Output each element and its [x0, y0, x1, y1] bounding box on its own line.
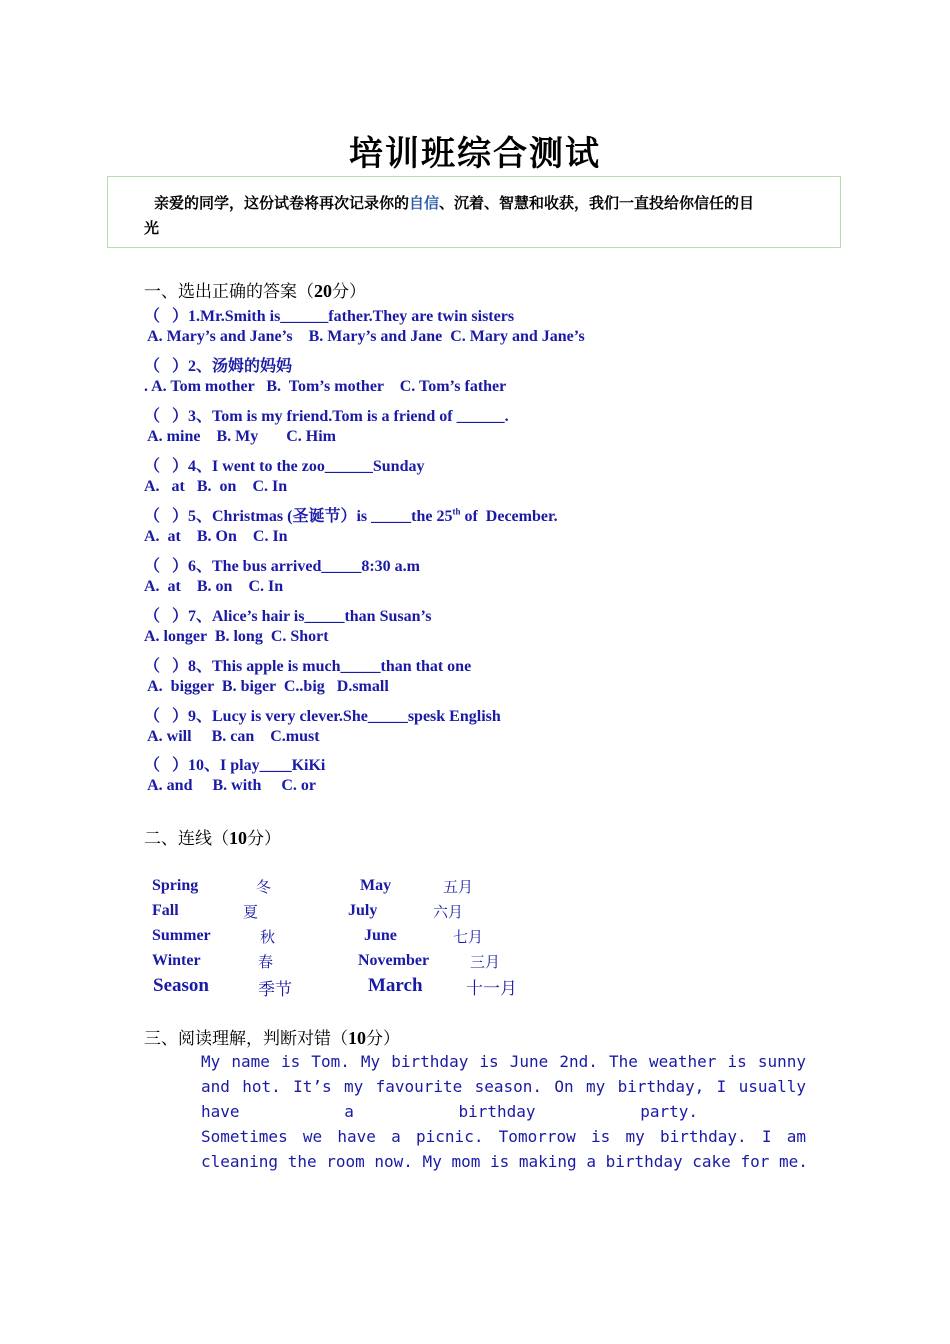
- question-5: [144, 503, 558, 526]
- question-1: （ ）1.Mr.Smith is______father.They are twin sisters: [144, 308, 515, 325]
- reading-line-2: and hot. It’s my favourite season. On my birthday, I usually: [201, 1077, 806, 1096]
- match-en-season-2: Fall: [152, 902, 179, 919]
- question-6: （ ）6、The bus arrived_____8:30 a.m: [144, 558, 421, 575]
- match-cn-month-4: 三月: [470, 953, 501, 971]
- options-5: A. at B. On C. In: [144, 528, 288, 545]
- options-2: . A. Tom mother B. Tom’s mother C. Tom’s father: [144, 378, 507, 395]
- match-cn-month-2: 六月: [433, 903, 464, 921]
- match-en-month-3: June: [364, 927, 397, 944]
- reading-line-4: Sometimes we have a picnic. Tomorrow is my birthday. I am: [201, 1127, 806, 1146]
- question-10: （ ）10、I play____KiKi: [144, 757, 326, 774]
- match-cn-season-2: 夏: [243, 903, 259, 921]
- match-en-season-5: Season: [153, 975, 209, 996]
- section1-points: 20: [314, 281, 332, 301]
- intro-part3: 光: [144, 219, 160, 237]
- options-4: A. at B. on C. In: [144, 478, 288, 495]
- intro-part1: 亲爱的同学，这份试卷将再次记录你的: [154, 194, 410, 212]
- match-en-season-1: Spring: [152, 877, 199, 894]
- question-4: （ ）4、I went to the zoo______Sunday: [144, 458, 425, 475]
- match-cn-month-1: 五月: [443, 878, 474, 896]
- question-8: （ ）8、This apple is much_____than that one: [144, 658, 472, 675]
- match-en-month-4: November: [358, 952, 430, 969]
- match-cn-season-1: 冬: [256, 878, 272, 896]
- question-2: [144, 353, 292, 376]
- reading-line-1: My name is Tom. My birthday is June 2nd. The weather is sunny: [201, 1052, 806, 1071]
- question-2-text: （ ）2、汤姆的妈妈: [144, 358, 293, 375]
- options-6: A. at B. on C. In: [144, 578, 284, 595]
- match-en-season-4: Winter: [152, 952, 201, 969]
- match-cn-month-3: 七月: [453, 928, 484, 946]
- options-10: A. and B. with C. or: [144, 777, 317, 794]
- options-3: A. mine B. My C. Him: [144, 428, 336, 445]
- options-7: A. longer B. long C. Short: [144, 628, 329, 645]
- match-cn-season-4: 春: [258, 953, 274, 971]
- reading-line-5: cleaning the room now. My mom is making a birthday cake for me.: [201, 1152, 808, 1171]
- options-9: A. will B. can C.must: [144, 728, 320, 745]
- section1-title-text: 一、选出正确的答案（: [144, 282, 314, 302]
- section3-title-text: 三、阅读理解，判断对错（: [144, 1029, 348, 1049]
- match-en-month-2: July: [348, 902, 378, 919]
- match-cn-season-5: 季节: [258, 980, 292, 1000]
- match-cn-month-5: 十一月: [466, 979, 517, 999]
- section3-suffix: 分）: [366, 1029, 400, 1049]
- options-8: A. bigger B. biger C..big D.small: [144, 678, 389, 695]
- question-5-tail: of December.: [460, 508, 558, 525]
- section1-title: [144, 277, 366, 302]
- match-en-season-3: Summer: [152, 927, 211, 944]
- match-en-month-1: May: [360, 877, 392, 894]
- section2-suffix: 分）: [247, 829, 281, 849]
- section2-title-text: 二、连线（: [144, 829, 229, 849]
- question-7: （ ）7、Alice’s hair is_____than Susan’s: [144, 608, 432, 625]
- intro-text: [144, 191, 814, 241]
- question-9: （ ）9、Lucy is very clever.She_____spesk English: [144, 708, 501, 725]
- section2-points: 10: [229, 828, 247, 848]
- section3-title: [144, 1024, 400, 1049]
- section2-title: [144, 824, 281, 849]
- section3-points: 10: [348, 1028, 366, 1048]
- page-title: 培训班综合测试: [349, 134, 601, 174]
- intro-highlight: 自信: [409, 194, 440, 212]
- match-en-month-5: March: [368, 975, 423, 996]
- question-3: （ ）3、Tom is my friend.Tom is a friend of ______.: [144, 408, 509, 425]
- match-cn-season-3: 秋: [260, 928, 276, 946]
- section1-suffix: 分）: [332, 282, 366, 302]
- question-5-text: （ ）5、Christmas (圣诞节）is _____the 25: [144, 508, 453, 525]
- question-5-sup: th: [452, 506, 461, 517]
- options-1: A. Mary’s and Jane’s B. Mary’s and Jane C. Mary and Jane’s: [144, 328, 585, 345]
- intro-part2: 、沉着、智慧和收获，我们一直投给你信任的目: [439, 194, 755, 212]
- reading-line-3: have a birthday party.: [201, 1102, 698, 1121]
- intro-box: [107, 176, 841, 248]
